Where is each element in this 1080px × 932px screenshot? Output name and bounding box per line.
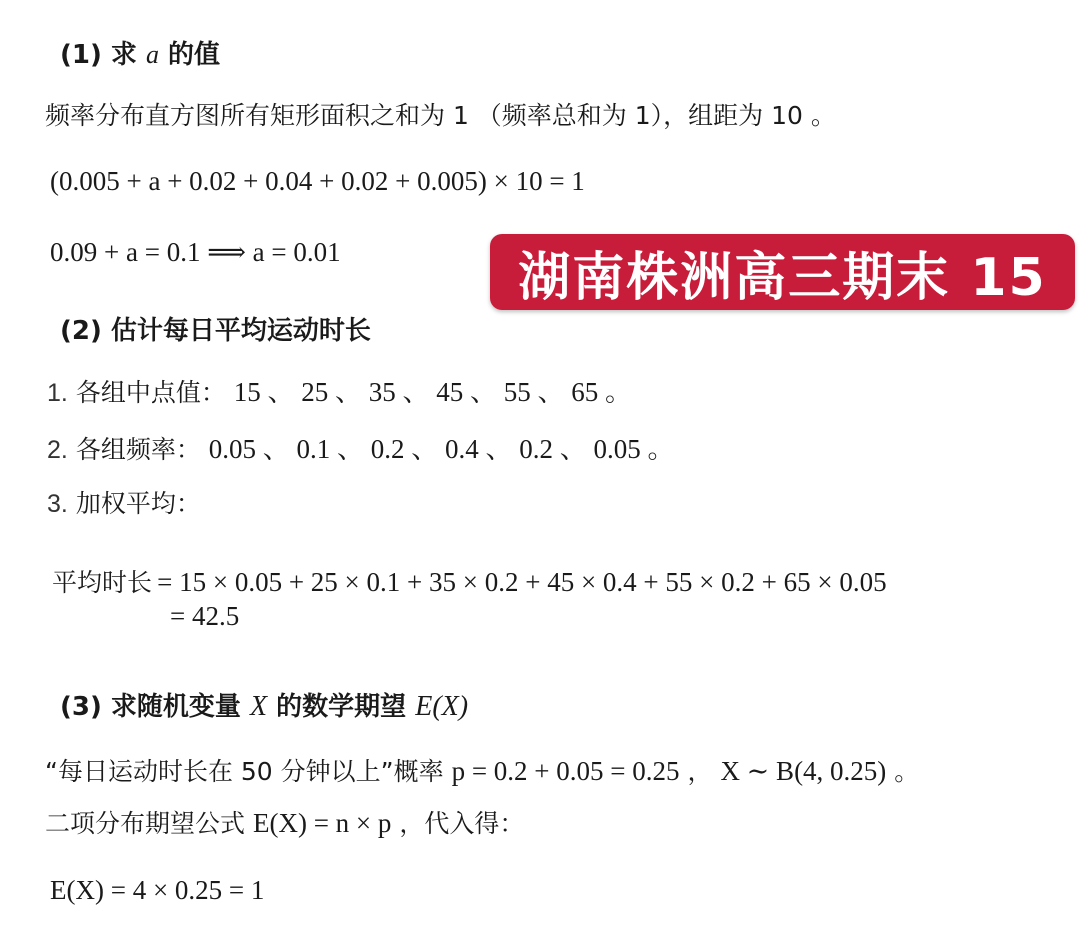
probability-text: “每日运动时长在 50 分钟以上”概率: [45, 757, 444, 786]
distribution-math: X ∼ B(4, 0.25): [720, 756, 887, 786]
part1-heading-suffix: 的值: [168, 40, 221, 70]
list-label: 加权平均：: [75, 489, 201, 518]
part3-formula-line: [45, 804, 524, 840]
part2-heading: (2) 估计每日平均运动时长: [60, 316, 371, 346]
part3-probability-line: [45, 752, 919, 788]
list-label: 各组中点值：: [75, 378, 226, 407]
list-number: 1.: [47, 379, 68, 407]
part1-text: 频率分布直方图所有矩形面积之和为 1 （频率总和为 1），组距为 10 。: [45, 101, 836, 130]
list-values: 15 、 25 、 35 、 45 、 55 、 65 。: [233, 377, 633, 407]
source-badge-text: 湖南株洲高三期末 15: [518, 247, 1047, 308]
formula-text: 二项分布期望公式: [45, 809, 246, 838]
mean-equation-line1: [52, 563, 887, 599]
part2-item-3: [47, 484, 201, 520]
part1-equation-solve: 0.09 + a = 0.1 ⟹ a = 0.01: [50, 237, 341, 267]
formula-math: E(X) = n × p: [252, 808, 392, 838]
mean-expression: = 15 × 0.05 + 25 × 0.1 + 35 × 0.2 + 45 × 0.4 + 55 × 0.2 + 65 × 0.05: [157, 567, 887, 597]
mean-label: 平均时长: [52, 568, 153, 597]
part1-heading-prefix: (1) 求: [60, 40, 137, 70]
part2-item-1: [47, 370, 632, 409]
part3-final-equation: E(X) = 4 × 0.25 = 1: [50, 875, 265, 905]
part3-heading-var: X: [249, 691, 268, 722]
part1-equation-sum: (0.005 + a + 0.02 + 0.04 + 0.02 + 0.005) × 10 = 1: [50, 166, 585, 196]
part1-heading: [60, 34, 220, 71]
part3-heading-mid: 的数学期望: [276, 692, 407, 722]
formula-end: ，代入得：: [399, 809, 525, 838]
probability-sep: ，: [687, 757, 713, 786]
list-number: 2.: [47, 436, 68, 464]
part3-heading-prefix: (3) 求随机变量: [60, 692, 241, 722]
list-number: 3.: [47, 490, 68, 518]
list-values: 0.05 、 0.1 、 0.2 、 0.4 、 0.2 、 0.05 。: [208, 434, 675, 464]
part1-heading-var: a: [145, 40, 159, 69]
source-badge: [490, 234, 1075, 310]
part3-heading: [60, 686, 468, 723]
list-label: 各组频率：: [75, 435, 201, 464]
mean-equation-line2: = 42.5: [170, 601, 240, 631]
part3-heading-expr: E(X): [415, 691, 469, 722]
part2-item-2: [47, 427, 675, 466]
probability-end: 。: [894, 757, 920, 786]
probability-math: p = 0.2 + 0.05 = 0.25: [451, 756, 680, 786]
